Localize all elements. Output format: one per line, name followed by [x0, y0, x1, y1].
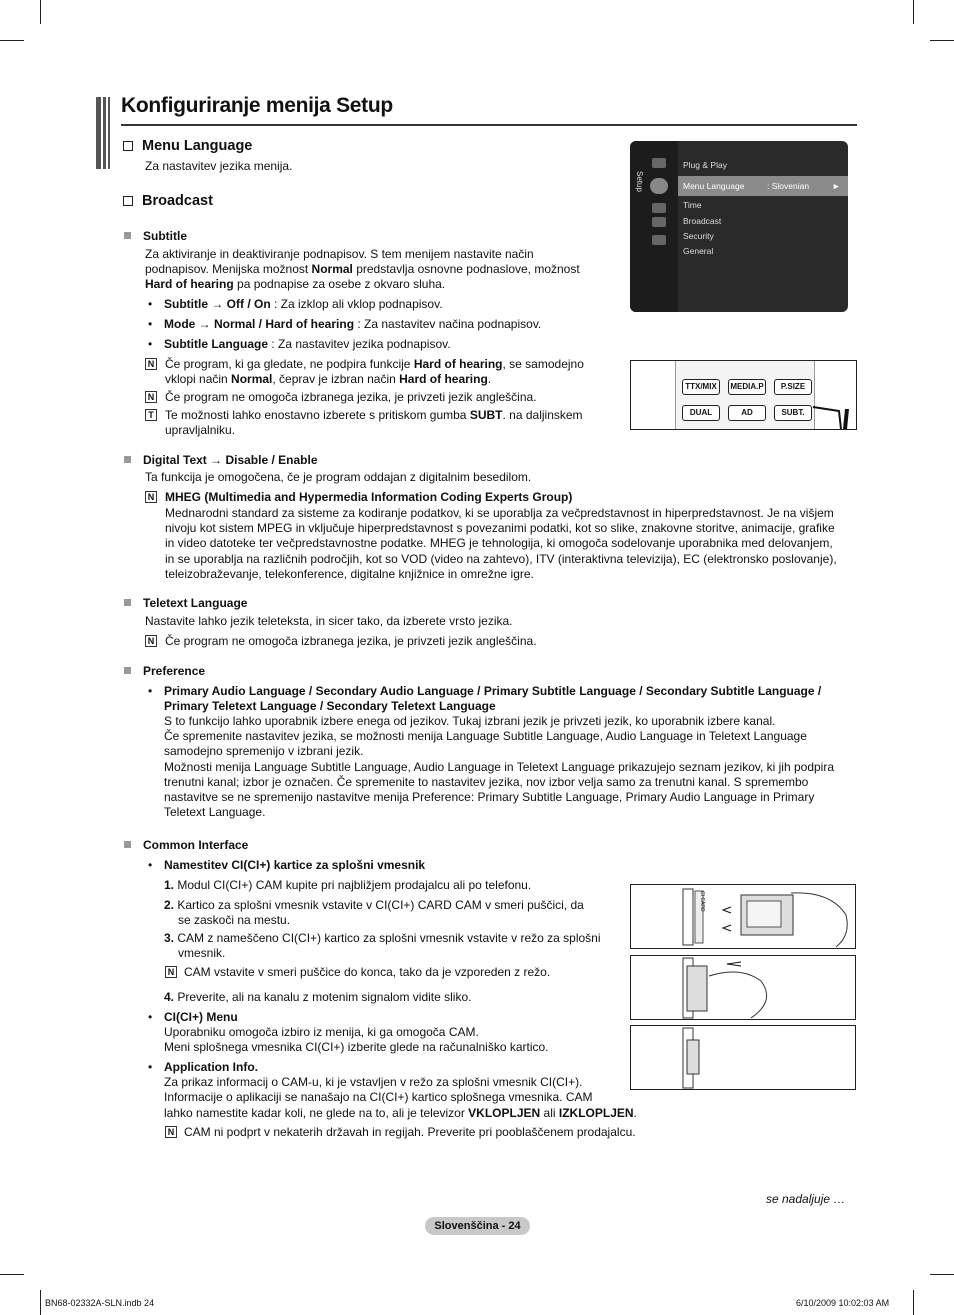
subtitle-bullet-mode: • Mode → Normal / Hard of hearing : Za nastavitev načina podnapisov.: [148, 317, 542, 331]
subtitle-desc: Za aktiviranje in deaktiviranje podnapisov. S tem menijem nastavite način podnapisov. Menijska možnost Normal predstavlja osnovne podnaslove, možnost Hard of hearing pa podnapise za osebe z okvaro sluha.: [145, 247, 580, 292]
print-date: 6/10/2009 10:02:03 AM: [796, 1298, 890, 1308]
common-interface-heading: Common Interface: [121, 838, 248, 853]
cam-insert-drawing: [631, 956, 855, 1019]
preference-text: S to funkcijo lahko uporabnik izbere enega od jezikov. Tukaj izbrani jezik je privzeti jezik, ko uporabnik izbere kanal. Če spremenite nastavitev jezika, se možnosti menija Language Subtitle Language, Audio Language in Teletext Language samodejno spremenijo v izbrani jezik. Možnosti menija Language Subtitle Language, Audio Language in Teletext Language prikazujejo seznam jezikov, ki jih podpira trenutni kanal; izbor je označen. Če spremenite to nastavitev jezika, nov izbor velja samo za trenutni kanal. S spremembo nastavitve se ne spremenijo nastavitve menija Preference: Primary Subtitle Language, Primary Audio Language in Primary Teletext Language.: [164, 714, 835, 820]
menu-item-plug-play: Plug & Play: [683, 160, 727, 170]
square-bullet-icon: [124, 232, 131, 239]
cam-inserted-illustration: [630, 1025, 856, 1090]
support-icon: [652, 235, 666, 245]
note-icon: N: [145, 635, 157, 647]
subt-button: SUBT.: [774, 405, 812, 421]
title-decoration: [96, 97, 110, 169]
note-icon: N: [145, 491, 157, 503]
broadcast-heading: Broadcast: [123, 192, 213, 210]
menu-item-menu-language: Menu Language : Slovenian ►: [678, 176, 848, 196]
ci-step-3: 3. CAM z nameščeno CI(CI+) kartico za splošni vmesnik vstavite v režo za splošni vmesnik.: [164, 931, 601, 961]
menu-item-general: General: [683, 246, 714, 256]
arrow-right-icon: ►: [832, 181, 841, 191]
checkbox-icon: [123, 141, 133, 151]
digital-text-desc: Ta funkcija je omogočena, če je program oddajan z digitalnim besedilom.: [145, 470, 532, 484]
menu-item-time: Time: [683, 200, 702, 210]
ci-step-4: 4. Preverite, ali na kanalu z motenim signalom vidite sliko.: [164, 990, 472, 1004]
subtitle-note-2: Če program ne omogoča izbranega jezika, je privzeti jezik angleščina.: [165, 390, 537, 404]
ci-note: CAM ni podprt v nekaterih državah in regijah. Preverite pri pooblaščenem prodajalcu.: [184, 1125, 636, 1139]
page-number-badge: Slovenščina - 24: [425, 1217, 530, 1235]
title-rule: [121, 124, 857, 126]
ad-button: AD: [728, 405, 766, 421]
digital-text-heading: Digital Text → Disable / Enable: [121, 453, 318, 468]
square-bullet-icon: [124, 456, 131, 463]
menu-language-desc: Za nastavitev jezika menija.: [145, 159, 293, 173]
setup-gear-icon: [650, 178, 668, 194]
ci-card-drawing: [631, 885, 855, 948]
ci-card-label: CI CARD: [699, 891, 705, 912]
note-icon: N: [145, 358, 157, 370]
note-icon: N: [165, 1126, 177, 1138]
menu-side-label: Setup: [635, 171, 644, 192]
ci-install-bullet: • Namestitev CI(CI+) kartice za splošni vmesnik: [148, 858, 426, 872]
application-info-bullet: • Application Info. Za prikaz informacij o CAM-u, ki je vstavljen v režo za splošni vmesnik CI(CI+). Informacije o aplikaciji se nanašajo na CI(CI+) kartico splošnega vmesnika. CAM lahko namestite kadar koli, ne glede na to, ali je televizor VKLOPLJEN ali IZKLOPLJEN.: [148, 1060, 637, 1120]
menu-item-security: Security: [683, 231, 714, 241]
teletext-language-note: Če program ne omogoča izbranega jezika, je privzeti jezik angleščina.: [165, 634, 537, 648]
p-size-button: P.SIZE: [774, 379, 812, 395]
ci-step-2: 2. Kartico za splošni vmesnik vstavite v CI(CI+) CARD CAM v smeri puščici, da se zaskoči na mestu.: [164, 898, 584, 928]
application-icon: [652, 217, 666, 227]
file-info: BN68-02332A-SLN.indb 24: [45, 1298, 155, 1308]
ttx-mix-button: TTX/MIX: [682, 379, 720, 395]
subtitle-heading: Subtitle: [121, 229, 187, 244]
menu-item-broadcast: Broadcast: [683, 216, 722, 226]
mheg-title: MHEG (Multimedia and Hypermedia Information Coding Experts Group): [165, 490, 573, 504]
menu-language-heading: Menu Language: [123, 137, 252, 155]
subtitle-note-3: Te možnosti lahko enostavno izberete s pritiskom gumba SUBT. na daljinskem upravljalniku.: [165, 408, 583, 438]
subtitle-bullet-onoff: • Subtitle → Off / On : Za izklop ali vklop podnapisov.: [148, 297, 443, 311]
remote-control-illustration: [630, 360, 857, 430]
preference-heading: Preference: [121, 664, 205, 679]
pointing-hand-icon: [811, 401, 856, 429]
media-p-button: MEDIA.P: [728, 379, 766, 395]
picture-icon: [652, 158, 666, 168]
subtitle-bullet-language: • Subtitle Language : Za nastavitev jezika podnapisov.: [148, 337, 451, 351]
continued-label: se nadaljuje …: [766, 1192, 846, 1206]
ci-step-3-note: CAM vstavite v smeri puščice do konca, tako da je vzporeden z režo.: [184, 965, 551, 979]
note-icon: N: [165, 966, 177, 978]
cam-insert-illustration: [630, 955, 856, 1020]
square-bullet-icon: [124, 841, 131, 848]
dual-button: DUAL: [682, 405, 720, 421]
input-icon: [652, 203, 666, 213]
preference-bullet: • Primary Audio Language / Secondary Audio Language / Primary Subtitle Language / Secondary Subtitle Language / Primary Teletext Language / Secondary Teletext Language: [148, 684, 822, 714]
ci-card-insert-illustration: [630, 884, 856, 949]
subtitle-note-1: Če program, ki ga gledate, ne podpira funkcije Hard of hearing, se samodejno vklopi način Normal, čeprav je izbran način Hard of hearing.: [165, 357, 584, 387]
square-bullet-icon: [124, 599, 131, 606]
square-bullet-icon: [124, 667, 131, 674]
note-icon: N: [145, 391, 157, 403]
ci-menu-bullet: • CI(CI+) Menu Uporabniku omogoča izbiro iz menija, ki ga omogoča CAM. Meni splošnega vmesnika CI(CI+) izberite glede na računalniško kartico.: [148, 1010, 549, 1055]
mheg-text: Mednarodni standard za sisteme za kodiranje podatkov, ki se uporablja za večpredstavnost in hiperpredstavnost. Je na višjem nivoju kot sistem MPEG in vključuje hiperpredstavnost s povezanimi podatki, kot so slike, znakovne storitve, animacije, grafike in video datoteke ter večpredstavnostne podatke. MHEG je tehnologija, ki omogoča sodelovanje uporabnika med delovanjem, in se uporablja na različnih področjih, kot so VOD (video na zahtevo), ITV (interaktivna televizija), EC (elektronsko poslovanje), teleizobraževanje, telekonference, digitalne knjižnice in omrežne igre.: [165, 506, 837, 581]
teletext-language-desc: Nastavite lahko jezik teleteksta, in sicer tako, da izberete vrsto jezika.: [145, 614, 513, 628]
tv-setup-menu: [630, 141, 848, 312]
cam-inserted-drawing: [631, 1026, 855, 1089]
checkbox-icon: [123, 196, 133, 206]
remote-note-icon: T: [145, 409, 157, 421]
teletext-language-heading: Teletext Language: [121, 596, 247, 611]
page-title: Konfiguriranje menija Setup: [121, 94, 393, 117]
ci-step-1: 1. Modul CI(CI+) CAM kupite pri najbližjem prodajalcu ali po telefonu.: [164, 878, 532, 892]
